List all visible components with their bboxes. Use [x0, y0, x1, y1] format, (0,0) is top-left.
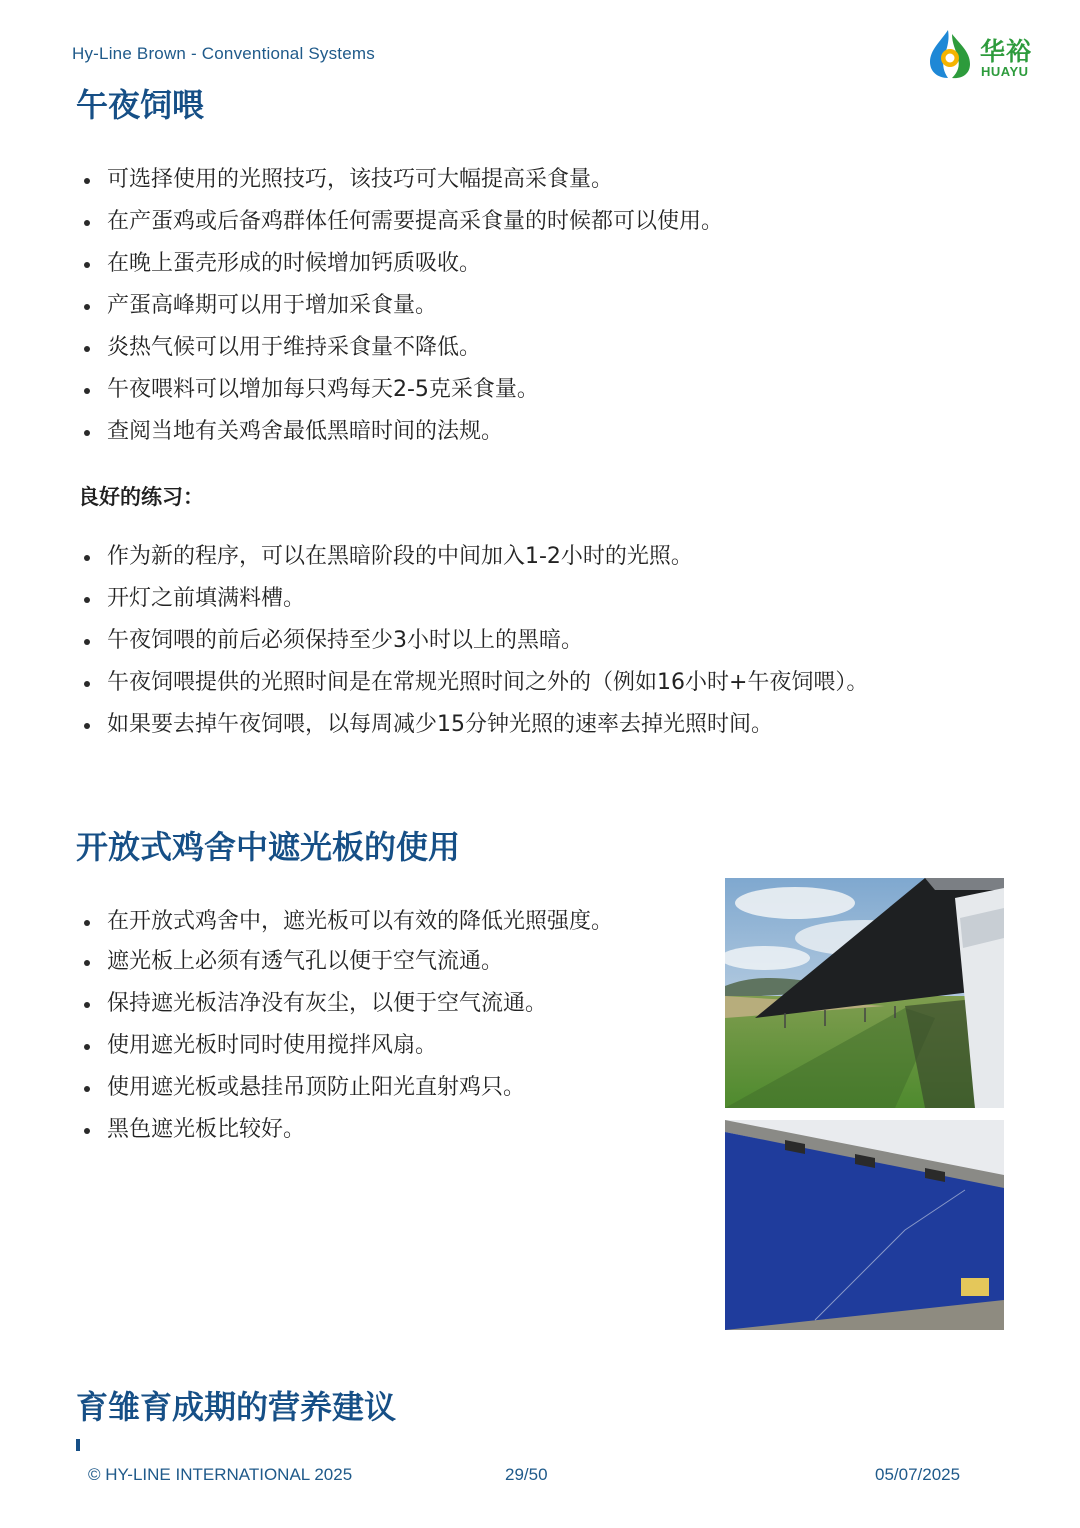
document-header-title: Hy-Line Brown - Conventional Systems: [72, 44, 375, 63]
list-item: 可选择使用的光照技巧，该技巧可大幅提高采食量。: [80, 166, 960, 194]
list-item: 在产蛋鸡或后备鸡群体任何需要提高采食量的时候都可以使用。: [80, 208, 960, 236]
list-item: 查阅当地有关鸡舍最低黑暗时间的法规。: [80, 418, 960, 446]
section-title-shade-panels: 开放式鸡舍中遮光板的使用: [76, 828, 461, 866]
list-item: 作为新的程序，可以在黑暗阶段的中间加入1-2小时的光照。: [80, 543, 980, 571]
midnight-feeding-list: [80, 166, 960, 460]
list-item: 午夜饲喂的前后必须保持至少3小时以上的黑暗。: [80, 627, 980, 655]
list-item: 遮光板上必须有透气孔以便于空气流通。: [80, 948, 620, 976]
list-item: 保持遮光板洁净没有灰尘，以便于空气流通。: [80, 990, 620, 1018]
blue-curtain-photo: [725, 1120, 1004, 1330]
logo-chinese-text: 华裕: [980, 37, 1033, 66]
section-title-midnight-feeding: 午夜饲喂: [76, 86, 205, 124]
list-item: 产蛋高峰期可以用于增加采食量。: [80, 292, 960, 320]
section-title-nutrition: 育雏育成期的营养建议: [76, 1388, 397, 1426]
footer-page-number: 29/50: [505, 1465, 548, 1484]
logo-english-text: HUAYU: [981, 64, 1029, 79]
huayu-logo: [926, 26, 1042, 82]
list-item: 在晚上蛋壳形成的时候增加钙质吸收。: [80, 250, 960, 278]
footer-date: 05/07/2025: [875, 1465, 961, 1484]
footer-copyright: © HY-LINE INTERNATIONAL 2025: [88, 1465, 353, 1484]
list-item: 黑色遮光板比较好。: [80, 1116, 620, 1144]
black-shade-cloth-photo: [725, 878, 1004, 1108]
good-practice-list: [80, 543, 980, 753]
divider-mark: [76, 1439, 80, 1451]
list-item: 在开放式鸡舍中，遮光板可以有效的降低光照强度。: [80, 908, 620, 936]
list-item: 炎热气候可以用于维持采食量不降低。: [80, 334, 960, 362]
list-item: 午夜饲喂提供的光照时间是在常规光照时间之外的（例如16小时+午夜饲喂）。: [80, 669, 980, 697]
list-item: 使用遮光板时同时使用搅拌风扇。: [80, 1032, 620, 1060]
list-item: 开灯之前填满料槽。: [80, 585, 980, 613]
shade-panel-list: [80, 908, 620, 1158]
good-practice-heading: 良好的练习：: [78, 485, 204, 509]
huayu-drop-icon: [926, 28, 974, 80]
list-item: 使用遮光板或悬挂吊顶防止阳光直射鸡只。: [80, 1074, 620, 1102]
list-item: 午夜喂料可以增加每只鸡每天2-5克采食量。: [80, 376, 960, 404]
list-item: 如果要去掉午夜饲喂，以每周减少15分钟光照的速率去掉光照时间。: [80, 711, 980, 739]
